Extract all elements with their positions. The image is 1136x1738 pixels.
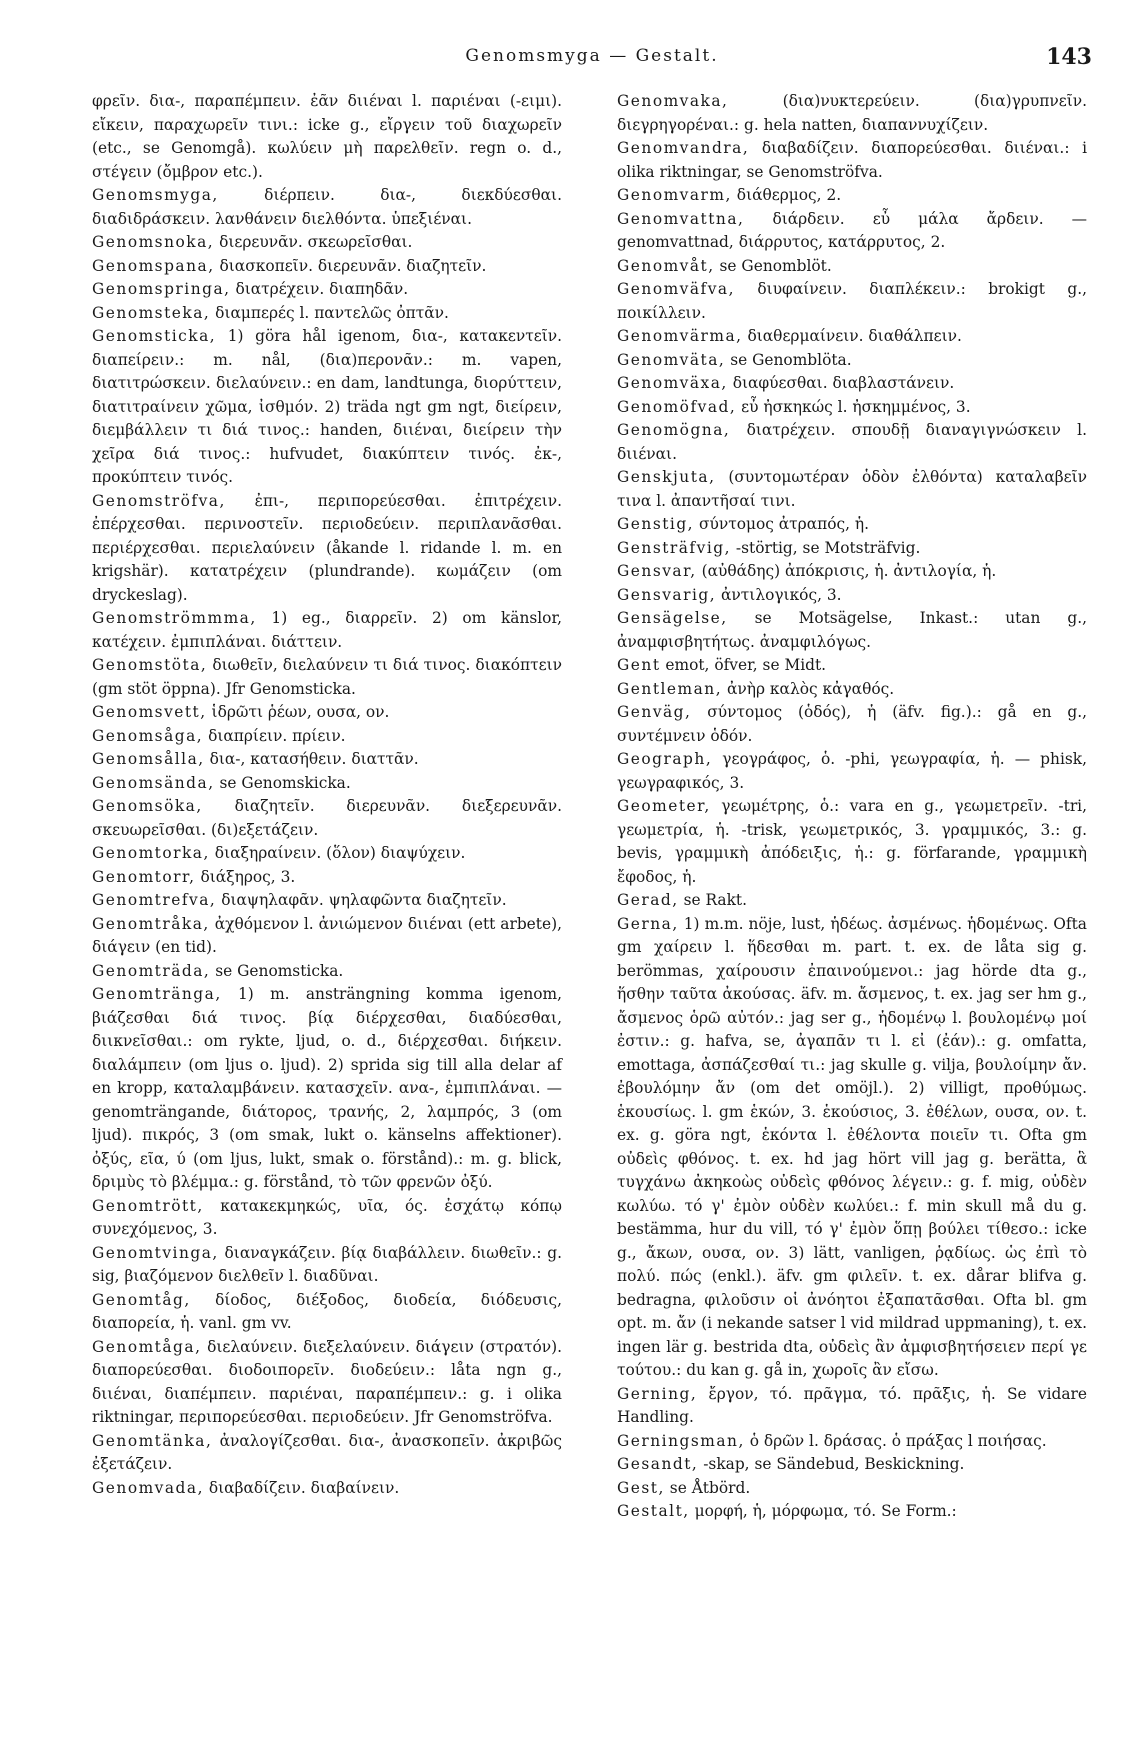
dictionary-entry bbox=[617, 1453, 1087, 1477]
entry-text: διάρδειν. εὖ μάλα ἄρδειν. — genomvattnad, διάρρυτος, κατάρρυτος, 2. bbox=[617, 209, 1087, 251]
entry-headword: Genomögna, bbox=[617, 421, 731, 439]
entry-headword: Gestalt, bbox=[617, 1502, 690, 1520]
dictionary-entry bbox=[92, 748, 562, 772]
dictionary-entry bbox=[92, 231, 562, 255]
dictionary-entry bbox=[617, 584, 1087, 608]
page-header bbox=[92, 38, 1092, 78]
dictionary-entry bbox=[617, 513, 1087, 537]
entry-headword: Genväg, bbox=[617, 703, 692, 721]
entry-text: διασκοπεῖν. διερευνᾶν. διαζητεῖν. bbox=[219, 256, 487, 275]
dictionary-entry bbox=[92, 302, 562, 326]
entry-headword: Geograph, bbox=[617, 750, 713, 768]
entry-headword: Genomtorr, bbox=[92, 867, 196, 886]
dictionary-entry bbox=[92, 184, 562, 231]
entry-headword: Genomöfvad, bbox=[617, 397, 737, 416]
entry-text: se Rakt. bbox=[683, 891, 748, 909]
entry-text: δια-, κατασήθειν. διαττᾶν. bbox=[209, 750, 419, 768]
dictionary-entry bbox=[617, 396, 1087, 420]
dictionary-entry bbox=[617, 701, 1087, 748]
entry-headword: Genomväta, bbox=[617, 350, 726, 369]
entry-text: κατακεκμηκώς, υῖα, ός. ἐσχάτῳ κόπῳ συνεχόμενος, 3. bbox=[92, 1196, 562, 1238]
dictionary-entry bbox=[617, 654, 1087, 678]
entry-text: φρεῖν. δια-, παραπέμπειν. ἐᾶν διιέναι l. παριέναι (-ειμι). εἴκειν, παραχωρεῖν τινι.: icke g., εἴργειν τοῦ διαχωρεῖν (etc., se Genomgå). κωλύειν μὴ παρελθεῖν. regn o. d., στέγειν (ὄμβρον etc.). bbox=[92, 92, 562, 181]
entry-headword: Genomtrefva, bbox=[92, 891, 217, 909]
entry-headword: Genomträda, bbox=[92, 961, 211, 980]
entry-text: 1) eg., διαρρεῖν. 2) om känslor, κατέχειν. ἐμπιπλάναι. διάττειν. bbox=[92, 609, 562, 651]
entry-text: ἔργον, τό. πρᾶγμα, τό. πρᾶξις, ἡ. Se vidare Handling. bbox=[617, 1384, 1087, 1426]
entry-headword: Genomsåga, bbox=[92, 726, 204, 745]
dictionary-entry bbox=[617, 184, 1087, 208]
dictionary-entry bbox=[92, 1336, 562, 1430]
entry-headword: Genomsteka, bbox=[92, 303, 211, 322]
entry-headword: Genomtåga, bbox=[92, 1337, 202, 1356]
entry-text: δίοδος, διέξοδος, διοδεία, διόδευσις, διαπορεία, ἡ. vanl. gm vv. bbox=[92, 1290, 562, 1332]
dictionary-entry bbox=[617, 1383, 1087, 1430]
entry-headword: Gensträfvig, bbox=[617, 538, 731, 557]
entry-headword: Genomspana, bbox=[92, 256, 215, 275]
entry-text: διυφαίνειν. διαπλέκειν.: brokigt g., ποικίλλειν. bbox=[617, 280, 1087, 322]
dictionary-entry bbox=[92, 960, 562, 984]
entry-headword: Gensägelse, bbox=[617, 609, 728, 627]
dictionary-entry bbox=[617, 795, 1087, 889]
entry-text: διαμπερές l. παντελῶς ὀπτᾶν. bbox=[215, 303, 449, 322]
entry-headword: Gest, bbox=[617, 1478, 665, 1497]
entry-text: διαθερμαίνειν. διαθάλπειν. bbox=[747, 327, 962, 345]
entry-headword: Gerad, bbox=[617, 891, 679, 909]
entry-text: διαπρίειν. πρίειν. bbox=[208, 726, 346, 745]
entry-headword: Gent bbox=[617, 656, 661, 674]
dictionary-entry bbox=[617, 466, 1087, 513]
entry-headword: Genskjuta, bbox=[617, 468, 716, 486]
entry-text: se Genomblöt. bbox=[719, 256, 832, 275]
entry-text: διέρπειν. δια-, διεκδύεσθαι. διαδιδράσκειν. λανθάνειν διελθόντα. ὑπεξιέναι. bbox=[92, 186, 562, 228]
dictionary-entry bbox=[92, 772, 562, 796]
dictionary-entry bbox=[92, 1477, 562, 1501]
entry-text: se Åtbörd. bbox=[669, 1478, 751, 1497]
entry-text: se Genomsticka. bbox=[215, 961, 344, 980]
entry-text: 1) m.m. nöje, lust, ἡδέως. ἀσμένως. ἡδομένως. Ofta gm χαίρειν l. ἥδεσθαι m. part. t. ex. de låta sig g. berömmas, χαίρουσιν ἐπαινούμενοι.: jag hörde dta g., ἥσθην ταῦτα ἀκούσας. äfv. m. ἄσμενος, t. ex. jag ser hm g., ἄσμενος ὁρῶ αὐτόν.: jag ser g., ἡδομένῳ l. βουλομένῳ μοί ἐστιν.: g. hafva, se, ἀγαπᾶν τι l. εἰ (ἐάν).: g. omfatta, emottaga, ἀσπάζεσθαί τι.: jag skulle g. vilja, βουλοίμην ἄν. ἐβουλόμην ἄν (om det omöjl.). 2) villigt, προθύμως. ἑκουσίως. l. gm ἑκών, 3. ἑκούσιος, 3. ἐθέλων, ουσα, ον. t. ex. g. göra ngt, ἑκόντα l. ἐθέλοντα ποιεῖν τι. Ofta gm οὐδεὶς φθόνος. t. ex. hd jag hört vill jag g. berätta, ἃ τυγχάνω ἀκηκοὼς οὐδεὶς φθόνος λέγειν.: g. f. mig, οὐδὲν κωλύω. τό γ' ἐμὸν οὐδὲν κωλύει.: f. min skull må du g. bestämma, hur du vill, τό γ' ἐμὸν ὅπῃ βούλει τίθεσο.: icke g., ἄκων, ουσα, ον. 3) lätt, vanligen, ῥᾳδίως. ὡς ἐπὶ τὸ πολύ. πώς (enkl.). äfv. gm φιλεῖν. t. ex. dårar blifva g. bedragna, φιλοῦσιν οἱ ἀνόητοι ἐξαπατᾶσθαι. Ofta bl. gm opt. m. ἄν (i nekande satser l vid mildrad uppmaning), t. ex. ingen lär g. bestrida dta, οὐδεὶς ἂν ἀμφισβητήσειεν περί γε τούτου.: du kan g. gå in, χωροῖς ἂν εἴσω. bbox=[617, 914, 1087, 1379]
page-number: 143 bbox=[1046, 44, 1092, 70]
entry-headword: Genomväxa, bbox=[617, 374, 728, 392]
entry-headword: Gerningsman, bbox=[617, 1431, 745, 1450]
entry-text: ἀναλογίζεσθαι. δια-, ἀνασκοπεῖν. ἀκριβῶς ἐξετάζειν. bbox=[92, 1431, 562, 1473]
entry-headword: Gesandt, bbox=[617, 1455, 699, 1473]
entry-headword: Genomsvett, bbox=[92, 703, 207, 721]
dictionary-entry bbox=[92, 1242, 562, 1289]
dictionary-entry bbox=[617, 748, 1087, 795]
entry-text: 1) göra hål igenom, δια-, κατακεντεῖν. διαπείρειν.: m. nål, (δια)περονᾶν.: m. vapen, διατιτρώσκειν. διελαύνειν.: en dam, landtunga, διορύττειν, διατιτραίνειν χῶμα, ἰσθμόν. 2) träda ngt gm ngt, διείρειν, διεμβάλλειν τι διά τινος.: handen, διιέναι, διείρειν τὴν χεῖρα διά τινος.: hufvudet, διακύπτειν τινός. ἐκ-, προκύπτειν τινός. bbox=[92, 327, 562, 486]
running-head: Genomsmyga — Gestalt. bbox=[465, 46, 719, 66]
entry-text: se Genomblöta. bbox=[730, 350, 852, 369]
entry-headword: Genomsålla, bbox=[92, 750, 205, 768]
entry-headword: Gerna, bbox=[617, 914, 679, 933]
dictionary-entry bbox=[617, 1430, 1087, 1454]
dictionary-entry bbox=[617, 889, 1087, 913]
entry-headword: Genomströmmma, bbox=[92, 609, 257, 627]
entry-text: ἐπι-, περιπορεύεσθαι. ἐπιτρέχειν. ἐπέρχεσθαι. περινοστεῖν. περιοδεύειν. περιπλανᾶσθαι. περιέρχεσθαι. περιελαύνειν (åkande l. ridande l. m. en krigshär). κατατρέχειν (plundrande). κωμάζειν (om dryckeslag). bbox=[92, 491, 562, 604]
dictionary-entry bbox=[617, 607, 1087, 654]
entry-headword: Genomsöka, bbox=[92, 797, 203, 815]
dictionary-entry bbox=[617, 537, 1087, 561]
entry-text: ἀνὴρ καλὸς κἀγαθός. bbox=[727, 679, 895, 698]
dictionary-entry bbox=[92, 866, 562, 890]
entry-text: (συντομωτέραν ὁδὸν ἐλθόντα) καταλαβεῖν τινα l. ἀπαντῆσαί τινι. bbox=[617, 468, 1087, 510]
entry-headword: Genomvada, bbox=[92, 1478, 204, 1497]
entry-text: διατρέχειν. διαπηδᾶν. bbox=[235, 280, 409, 298]
entry-text: διαζητεῖν. διερευνᾶν. διεξερευνᾶν. σκευωρεῖσθαι. (δι)εξετάζειν. bbox=[92, 797, 562, 839]
entry-headword: Genomvarm, bbox=[617, 186, 732, 204]
entry-headword: Genomvåt, bbox=[617, 256, 715, 275]
entry-headword: Gentleman, bbox=[617, 679, 723, 698]
entry-text: διαβαδίζειν. διαβαίνειν. bbox=[208, 1478, 400, 1497]
dictionary-entry bbox=[617, 560, 1087, 584]
entry-text: (δια)νυκτερεύειν. (δια)γρυπνεῖν. διεγρηγορέναι.: g. hela natten, διαπαννυχίζειν. bbox=[617, 92, 1087, 134]
dictionary-entry bbox=[92, 913, 562, 960]
entry-headword: Genomtråka, bbox=[92, 914, 210, 933]
entry-text: γεωμέτρης, ὁ.: vara en g., γεωμετρεῖν. -tri, γεωμετρία, ἡ. -trisk, γεωμετρικός, 3. γραμμικός, 3.: g. bevis, γραμμικὴ ἀπόδειξις, ἡ.: g. förfarande, γραμμικὴ ἔφοδος, ἡ. bbox=[617, 797, 1087, 886]
dictionary-entry bbox=[92, 1289, 562, 1336]
dictionary-entry bbox=[617, 255, 1087, 279]
entry-headword: Gensvar, bbox=[617, 562, 697, 580]
entry-text: διερευνᾶν. σκεωρεῖσθαι. bbox=[219, 233, 413, 251]
right-column bbox=[617, 90, 1087, 1524]
entry-text: διαφύεσθαι. διαβλαστάνειν. bbox=[732, 374, 955, 392]
entry-headword: Genomtränga, bbox=[92, 985, 222, 1003]
dictionary-entry bbox=[617, 913, 1087, 1383]
entry-text: 1) m. ansträngning komma igenom, βιάζεσθαι διά τινος. βίᾳ διέρχεσθαι, διαδύεσθαι, διικνεῖσθαι.: om rykte, ljud, o. d., διέρχεσθαι. διήκειν. διαλάμπειν (om ljus o. ljud). 2) sprida sig till alla delar af en kropp, καταλαμβάνειν. κατασχεῖν. ανα-, ἐμπιπλάναι. — genomträngande, διάτορος, τρανής, 2, λαμπρός, 3 (om ljud). πικρός, 3 (om smak, lukt o. känselns affektioner). ὀξύς, εῖα, ύ (om ljus, lukt, smak o. förstånd).: m. g. blick, δριμὺς τὸ βλέμμα.: g. förstånd, τὸ τῶν φρενῶν ὀξύ. bbox=[92, 985, 562, 1191]
entry-headword: Geometer, bbox=[617, 797, 711, 815]
dictionary-entry bbox=[92, 607, 562, 654]
entry-text: -störtig, se Motsträfvig. bbox=[735, 538, 921, 557]
dictionary-entry bbox=[92, 701, 562, 725]
entry-text: (αὐθάδης) ἀπόκρισις, ἡ. ἀντιλογία, ἡ. bbox=[701, 562, 997, 580]
entry-text: διαψηλαφᾶν. ψηλαφῶντα διαζητεῖν. bbox=[221, 891, 507, 909]
dictionary-entry bbox=[617, 137, 1087, 184]
entry-text: ἱδρῶτι ῥέων, ουσα, ον. bbox=[211, 703, 390, 721]
entry-headword: Genomtänka, bbox=[92, 1431, 213, 1450]
entry-headword: Genomstöta, bbox=[92, 656, 208, 674]
entry-text: μορφή, ἡ, μόρφωμα, τό. Se Form.: bbox=[694, 1502, 957, 1520]
dictionary-entry bbox=[617, 419, 1087, 466]
entry-text: διαξηραίνειν. (ὅλον) διαψύχειν. bbox=[214, 844, 466, 862]
entry-headword: Genomtvinga, bbox=[92, 1243, 219, 1262]
entry-headword: Genomväfva, bbox=[617, 280, 736, 298]
entry-text: γεογράφος, ὁ. -phi, γεωγραφία, ἡ. — phisk, γεωγραφικός, 3. bbox=[617, 750, 1087, 792]
entry-headword: Genomsnoka, bbox=[92, 233, 215, 251]
entry-text: se Motsägelse, Inkast.: utan g., ἀναμφισβητήτως. ἀναμφιλόγως. bbox=[617, 609, 1087, 651]
entry-headword: Genomsticka, bbox=[92, 327, 217, 345]
dictionary-entry bbox=[617, 678, 1087, 702]
entry-headword: Genomtåg, bbox=[92, 1290, 191, 1309]
entry-headword: Genomtrött, bbox=[92, 1196, 204, 1215]
entry-text: εὖ ἠσκηκώς l. ἠσκημμένος, 3. bbox=[741, 397, 971, 416]
dictionary-entry bbox=[617, 208, 1087, 255]
dictionary-entry bbox=[617, 90, 1087, 137]
dictionary-entry bbox=[617, 372, 1087, 396]
entry-headword: Genomströfva, bbox=[92, 491, 226, 510]
entry-text: se Genomskicka. bbox=[219, 773, 351, 792]
dictionary-entry bbox=[92, 1195, 562, 1242]
dictionary-entry bbox=[92, 889, 562, 913]
entry-text: διατρέχειν. σπουδῇ διαναγιγνώσκειν l. διιέναι. bbox=[617, 421, 1087, 463]
dictionary-entry bbox=[617, 1500, 1087, 1524]
entry-headword: Genomsända, bbox=[92, 773, 215, 792]
entry-text: διαναγκάζειν. βίᾳ διαβάλλειν. διωθεῖν.: g. sig, βιαζόμενον διελθεῖν l. διαδῦναι. bbox=[92, 1243, 562, 1285]
dictionary-entry bbox=[92, 795, 562, 842]
dictionary-entry bbox=[92, 1430, 562, 1477]
dictionary-entry bbox=[92, 278, 562, 302]
entry-headword: Genstig, bbox=[617, 515, 695, 533]
entry-text: σύντομος (ὁδός), ἡ (äfv. fig.).: gå en g., συντέμνειν ὁδόν. bbox=[617, 703, 1087, 745]
dictionary-entry bbox=[92, 842, 562, 866]
dictionary-entry bbox=[617, 1477, 1087, 1501]
entry-headword: Genomvärma, bbox=[617, 327, 743, 345]
dictionary-entry bbox=[92, 90, 562, 184]
entry-headword: Genomvandra, bbox=[617, 139, 750, 157]
dictionary-entry bbox=[617, 325, 1087, 349]
entry-text: ἀντιλογικός, 3. bbox=[721, 585, 842, 604]
entry-headword: Genomvaka, bbox=[617, 92, 729, 110]
dictionary-entry bbox=[617, 349, 1087, 373]
entry-text: ὁ δρῶν l. δράσας. ὁ πράξας l ποιήσας. bbox=[749, 1431, 1047, 1450]
entry-text: ἀχθόμενον l. ἀνιώμενον διιέναι (ett arbete), διάγειν (en tid). bbox=[92, 914, 562, 956]
left-column bbox=[92, 90, 562, 1500]
entry-headword: Genomvattna, bbox=[617, 209, 745, 228]
dictionary-entry bbox=[92, 325, 562, 490]
entry-text: διαβαδίζειν. διαπορεύεσθαι. διιέναι.: i olika riktningar, se Genomströfva. bbox=[617, 139, 1087, 181]
entry-headword: Genomsmyga, bbox=[92, 186, 219, 204]
entry-text: διελαύνειν. διεξελαύνειν. διάγειν (στρατόν). διαπορεύεσθαι. διοδοιπορεῖν. διοδεύειν.: låta ngn g., διιέναι, διαπέμπειν. παριέναι, παραπέμπειν.: g. i olika riktningar, περιπορεύεσθαι. περιοδεύειν. Jfr Genomströfva. bbox=[92, 1337, 562, 1426]
entry-text: emot, öfver, se Midt. bbox=[665, 656, 827, 674]
entry-text: σύντομος ἀτραπός, ἡ. bbox=[698, 515, 870, 533]
entry-text: -skap, se Sändebud, Beskickning. bbox=[703, 1455, 965, 1473]
dictionary-entry bbox=[92, 725, 562, 749]
dictionary-entry bbox=[92, 255, 562, 279]
entry-text: διάθερμος, 2. bbox=[736, 186, 842, 204]
entry-headword: Gerning, bbox=[617, 1384, 698, 1403]
entry-headword: Genomtorka, bbox=[92, 844, 210, 862]
dictionary-entry bbox=[92, 490, 562, 608]
dictionary-entry bbox=[92, 654, 562, 701]
entry-headword: Genomspringa, bbox=[92, 280, 231, 298]
entry-text: διωθεῖν, διελαύνειν τι διά τινος. διακόπτειν (gm stöt öppna). Jfr Genomsticka. bbox=[92, 656, 562, 698]
dictionary-entry bbox=[92, 983, 562, 1195]
dictionary-entry bbox=[617, 278, 1087, 325]
entry-headword: Gensvarig, bbox=[617, 585, 717, 604]
entry-text: διάξηρος, 3. bbox=[200, 867, 296, 886]
